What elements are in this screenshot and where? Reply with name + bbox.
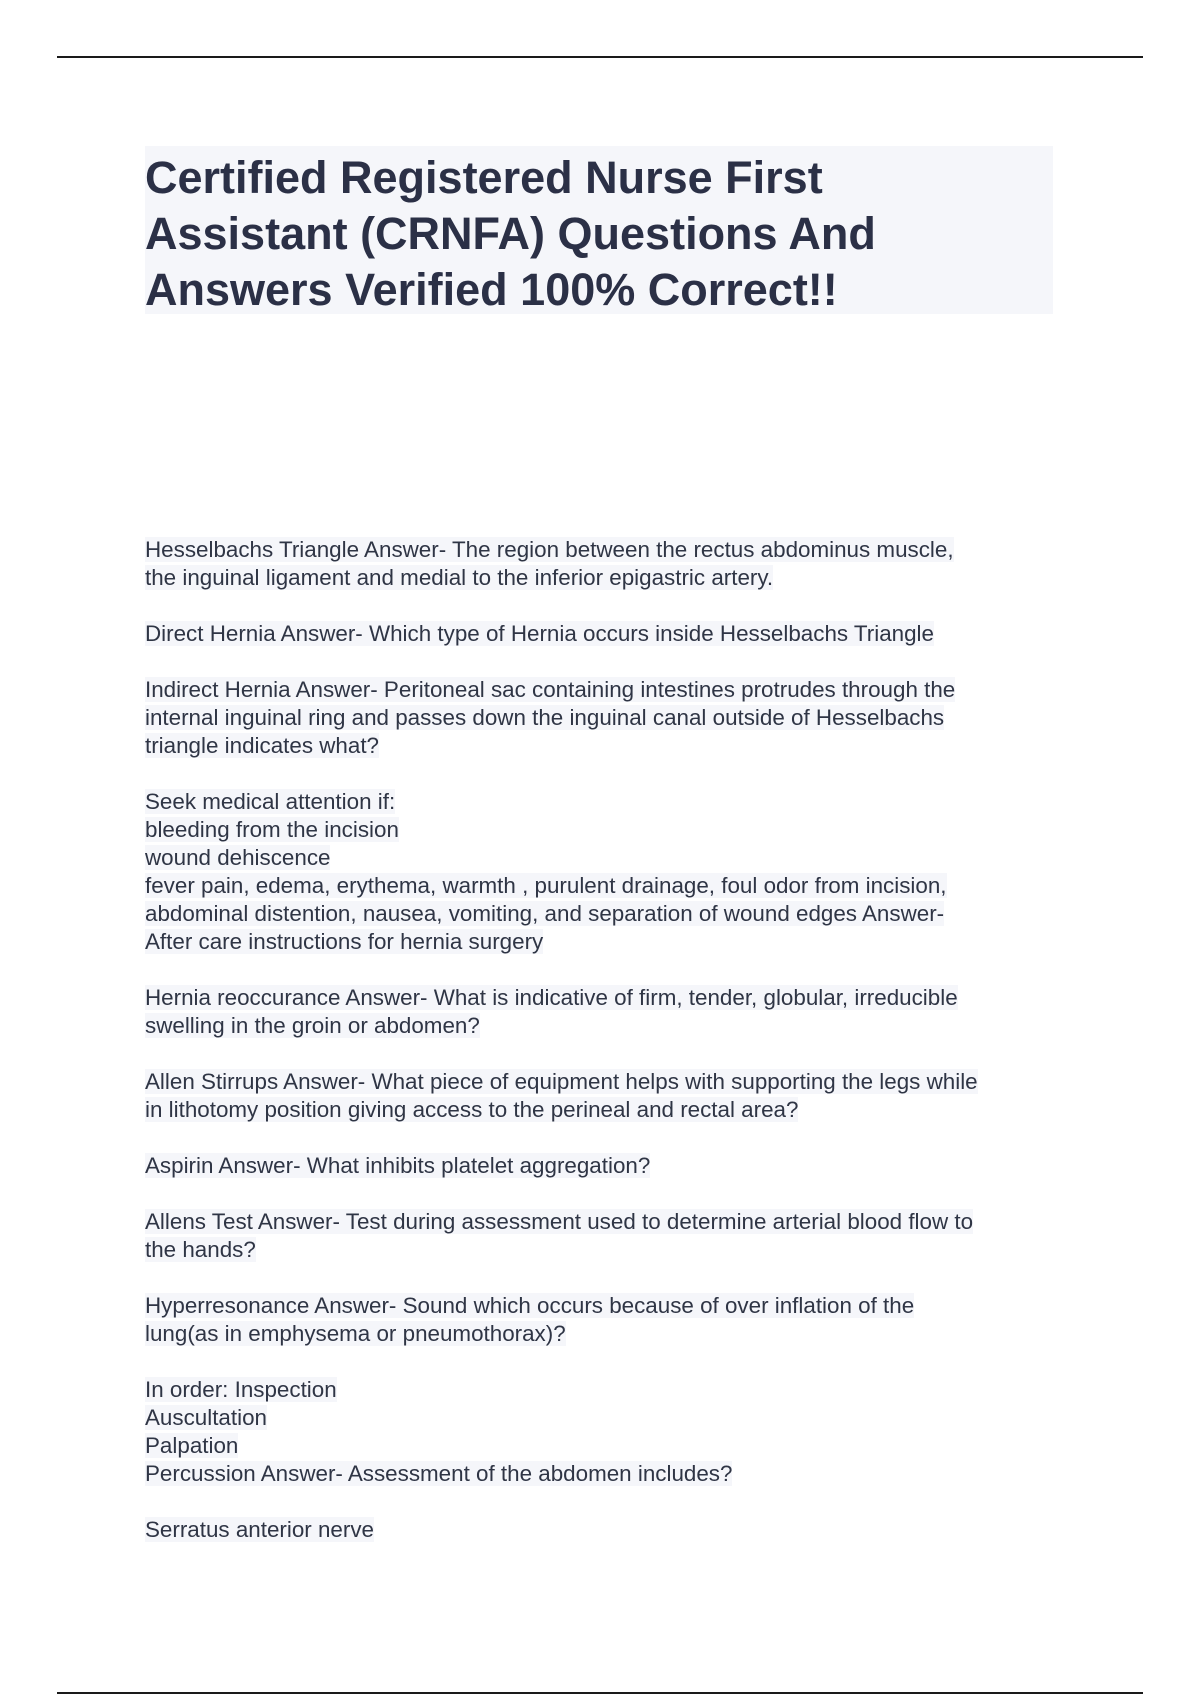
qa-line [145, 1376, 1065, 1404]
qa-text: bleeding from the incision [145, 817, 399, 842]
qa-entry [145, 788, 1065, 956]
qa-entry [145, 620, 1065, 648]
qa-line [145, 536, 1065, 564]
qa-line [145, 1516, 1065, 1544]
qa-entry [145, 1376, 1065, 1488]
qa-text: Palpation [145, 1433, 239, 1458]
qa-text: swelling in the groin or abdomen? [145, 1013, 480, 1038]
qa-line [145, 844, 1065, 872]
qa-line [145, 1096, 1065, 1124]
qa-text: In order: Inspection [145, 1377, 337, 1402]
qa-line [145, 1208, 1065, 1236]
qa-entry [145, 1068, 1065, 1124]
title-line: Answers Verified 100% Correct!! [145, 264, 838, 315]
qa-entry [145, 676, 1065, 760]
top-rule [57, 56, 1143, 58]
qa-line [145, 788, 1065, 816]
qa-text: Aspirin Answer- What inhibits platelet aggregation? [145, 1153, 651, 1178]
qa-text: Allens Test Answer- Test during assessment used to determine arterial blood flow to [145, 1209, 974, 1234]
qa-line [145, 1012, 1065, 1040]
qa-text: Allen Stirrups Answer- What piece of equipment helps with supporting the legs while [145, 1069, 978, 1094]
qa-text: triangle indicates what? [145, 733, 379, 758]
qa-line [145, 1320, 1065, 1348]
qa-text: the inguinal ligament and medial to the inferior epigastric artery. [145, 565, 774, 590]
qa-entry [145, 1152, 1065, 1180]
qa-line [145, 620, 1065, 648]
qa-line [145, 816, 1065, 844]
qa-entry [145, 1292, 1065, 1348]
qa-line [145, 1068, 1065, 1096]
qa-entry [145, 1516, 1065, 1544]
qa-text: Auscultation [145, 1405, 267, 1430]
qa-line [145, 676, 1065, 704]
qa-text: abdominal distention, nausea, vomiting, and separation of wound edges Answer- [145, 901, 945, 926]
qa-line [145, 928, 1065, 956]
qa-line [145, 1404, 1065, 1432]
qa-line [145, 1236, 1065, 1264]
qa-line [145, 1460, 1065, 1488]
qa-list [145, 536, 1065, 1572]
qa-line [145, 900, 1065, 928]
qa-text: in lithotomy position giving access to the perineal and rectal area? [145, 1097, 799, 1122]
qa-text: Seek medical attention if: [145, 789, 396, 814]
qa-text: fever pain, edema, erythema, warmth , purulent drainage, foul odor from incision, [145, 873, 947, 898]
qa-text: internal inguinal ring and passes down the inguinal canal outside of Hesselbachs [145, 705, 945, 730]
qa-line [145, 1432, 1065, 1460]
qa-line [145, 1292, 1065, 1320]
qa-entry [145, 1208, 1065, 1264]
qa-text: the hands? [145, 1237, 256, 1262]
qa-line [145, 984, 1065, 1012]
qa-text: Serratus anterior nerve [145, 1517, 374, 1542]
qa-text: Hyperresonance Answer- Sound which occurs because of over inflation of the [145, 1293, 915, 1318]
bottom-rule [57, 1692, 1143, 1694]
title-line: Certified Registered Nurse First [145, 152, 823, 203]
qa-line [145, 1152, 1065, 1180]
title-line: Assistant (CRNFA) Questions And [145, 208, 876, 259]
qa-text: wound dehiscence [145, 845, 331, 870]
qa-text: Hernia reoccurance Answer- What is indicative of firm, tender, globular, irreducible [145, 985, 958, 1010]
qa-line [145, 872, 1065, 900]
qa-text: Indirect Hernia Answer- Peritoneal sac containing intestines protrudes through the [145, 677, 956, 702]
qa-text: lung(as in emphysema or pneumothorax)? [145, 1321, 566, 1346]
qa-line [145, 732, 1065, 760]
qa-line [145, 704, 1065, 732]
qa-line [145, 564, 1065, 592]
qa-text: Hesselbachs Triangle Answer- The region between the rectus abdominus muscle, [145, 537, 954, 562]
qa-text: After care instructions for hernia surgery [145, 929, 544, 954]
qa-entry [145, 536, 1065, 592]
qa-entry [145, 984, 1065, 1040]
qa-text: Direct Hernia Answer- Which type of Hernia occurs inside Hesselbachs Triangle [145, 621, 934, 646]
document-title [145, 146, 1053, 318]
qa-text: Percussion Answer- Assessment of the abdomen includes? [145, 1461, 733, 1486]
